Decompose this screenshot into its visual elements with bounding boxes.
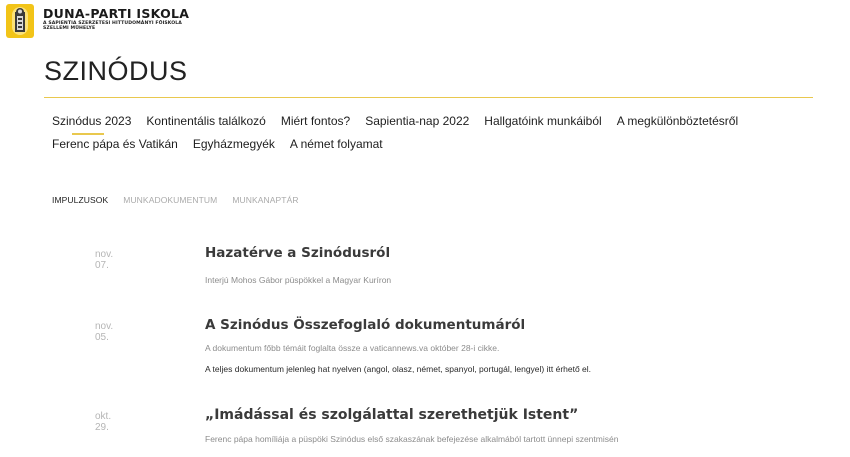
- site-brand[interactable]: [6, 4, 189, 40]
- nav-item-sapientia-nap-2022[interactable]: Sapientia-nap 2022: [365, 114, 470, 128]
- nav-row-2: [52, 137, 812, 160]
- brand-name: DUNA-PARTI ISKOLA: [43, 6, 190, 21]
- article-lead: Ferenc pápa homíliája a püspöki Szinódus első szakaszának befejezése alkalmából tartott ünnepi szentmisén: [205, 434, 619, 444]
- article-title[interactable]: Hazatérve a Szinódusról: [205, 245, 391, 261]
- nav-item-kontinentalis-talalkozo[interactable]: Kontinentális találkozó: [146, 114, 266, 128]
- article-date-day: 07.: [95, 260, 109, 271]
- subtab-munkanaptar[interactable]: MUNKANAPTÁR: [232, 195, 299, 205]
- subtab-impulzusok[interactable]: IMPULZUSOK: [52, 195, 109, 205]
- article-title[interactable]: A Szinódus Összefoglaló dokumentumáról: [205, 317, 526, 333]
- nav-item-a-megkulonboztetesrol[interactable]: A megkülönböztetésről: [616, 114, 739, 128]
- article-date-month: okt.: [95, 411, 112, 422]
- article-date-day: 05.: [95, 332, 109, 343]
- nav-row-1: [52, 114, 812, 137]
- article-date: [95, 321, 113, 343]
- article-date-month: nov.: [95, 249, 114, 260]
- page-title: SZINÓDUS: [44, 56, 188, 86]
- article-lead: Interjú Mohos Gábor püspökkel a Magyar Kuríron: [205, 275, 392, 285]
- nav-item-egyhazmegyek[interactable]: Egyházmegyék: [192, 137, 275, 151]
- article-lead: A dokumentum főbb témáit foglalta össze a vaticannews.va október 28-i cikke.: [205, 343, 500, 353]
- nav-item-a-nemet-folyamat[interactable]: A német folyamat: [289, 137, 383, 151]
- nav-item-ferenc-papa-es-vatikan[interactable]: Ferenc pápa és Vatikán: [52, 137, 178, 151]
- article-date: [95, 411, 111, 433]
- brand-text: [43, 8, 189, 32]
- article-lead-link-text[interactable]: A teljes dokumentum jelenleg hat nyelven (angol, olasz, német, spanyol, portugál, lengyel) itt érhető el.: [205, 364, 592, 374]
- article-date-day: 29.: [95, 422, 109, 433]
- title-divider: [44, 97, 813, 98]
- brand-subtitle-line2: SZELLEMI MŰHELYE: [43, 26, 96, 32]
- nav-item-miert-fontos[interactable]: Miért fontos?: [280, 114, 351, 128]
- article-date-month: nov.: [95, 321, 114, 332]
- article-date: [95, 249, 113, 271]
- subtab-munkadokumentum[interactable]: MUNKADOKUMENTUM: [123, 195, 218, 205]
- section-nav: [52, 114, 812, 160]
- nav-item-hallgatoink-munkaibol[interactable]: Hallgatóink munkáiból: [484, 114, 602, 128]
- content-subtabs: [52, 195, 314, 205]
- article-title[interactable]: „Imádással és szolgálattal szerethetjük Istent”: [205, 407, 579, 423]
- school-seal-logo: [6, 4, 34, 38]
- brand-subtitle-line1: A SAPIENTIA SZERZETESI HITTUDOMÁNYI FŐISKOLA: [43, 20, 182, 26]
- nav-item-szinodus-2023[interactable]: Szinódus 2023: [52, 114, 132, 128]
